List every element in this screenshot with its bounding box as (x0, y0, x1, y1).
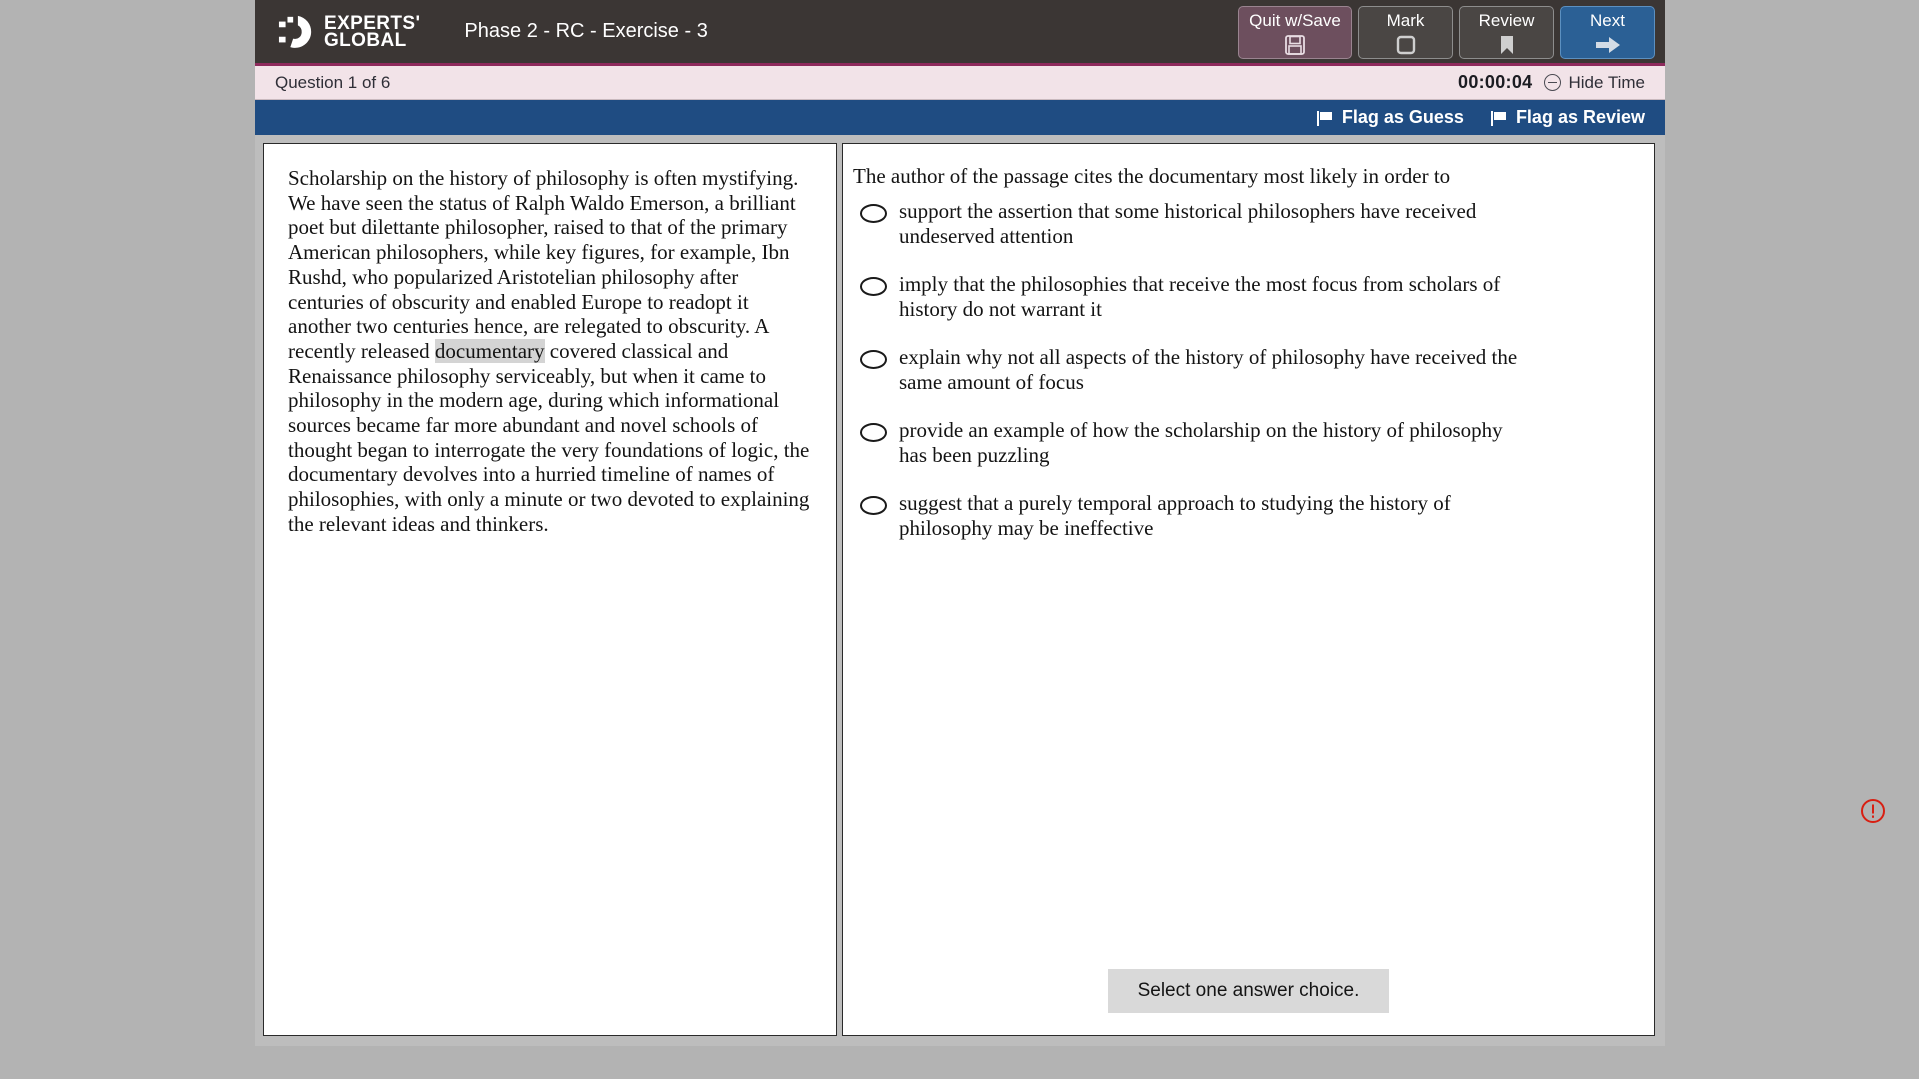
flag-icon (1490, 109, 1508, 127)
flag-as-guess-label: Flag as Guess (1341, 107, 1464, 127)
bookmark-icon (1497, 33, 1517, 57)
radio-button-1[interactable] (860, 204, 887, 223)
answer-choice-1[interactable] (851, 199, 1636, 249)
minus-circle-icon (1544, 74, 1561, 91)
quit-with-save-button[interactable] (1238, 6, 1352, 59)
flag-as-review-label: Flag as Review (1515, 107, 1645, 127)
next-button[interactable] (1560, 6, 1655, 59)
passage-highlight: documentary (434, 338, 545, 363)
content-area (255, 135, 1665, 1046)
header-button-group (1238, 6, 1655, 59)
answer-choice-2-label: imply that the philosophies that receive the most focus from scholars of history do not warrant it (899, 272, 1501, 321)
answer-choice-3[interactable] (851, 345, 1636, 395)
passage-part-2: covered classical and Renaissance philosophy serviceably, but when it came to philosophy in the modern age, during which informational sources became far more abundant and novel schools of thought began to interrogate the very foundations of logic, the documentary devolves into a hurried timeline of names of philosophies, with only a minute or two devoted to explaining the relevant ideas and thinkers. (288, 338, 810, 536)
radio-button-4[interactable] (860, 423, 887, 442)
answer-choice-list (843, 189, 1654, 541)
answer-choice-5-label: suggest that a purely temporal approach to studying the history of philosophy may be ineffective (899, 491, 1451, 540)
brand-line-1: EXPERTS' (324, 12, 421, 34)
exam-title: Phase 2 - RC - Exercise - 3 (464, 20, 708, 42)
question-counter: Question 1 of 6 (275, 72, 391, 92)
arrow-right-icon (1595, 33, 1621, 57)
brand-line-2: GLOBAL (324, 29, 407, 51)
flag-as-guess-button[interactable] (1316, 107, 1464, 128)
hide-time-button[interactable] (1544, 73, 1645, 93)
review-button[interactable] (1459, 6, 1554, 59)
answer-choice-4-label: provide an example of how the scholarship on the history of philosophy has been puzzling (899, 418, 1503, 467)
hide-time-label: Hide Time (1568, 72, 1645, 92)
answer-choice-4[interactable] (851, 418, 1636, 468)
passage-part-1: Scholarship on the history of philosophy is often mystifying. We have seen the status of Ralph Waldo Emerson, a brilliant poet but dilettante philosopher, raised to that of the primary American philosophers, while key figures, for example, Ibn Rushd, who popularized Aristotelian philosophy after centuries of obscurity and enabled Europe to readopt it another two centuries hence, are relegated to obscurity. A recently released (288, 166, 799, 363)
radio-button-5[interactable] (860, 496, 887, 515)
flag-icon (1316, 109, 1334, 127)
question-panel (842, 143, 1655, 1036)
exclamation-circle-icon[interactable] (1860, 798, 1886, 824)
question-status-bar (255, 66, 1665, 100)
answer-choice-2[interactable] (851, 272, 1636, 322)
radio-button-2[interactable] (860, 277, 887, 296)
brand-logo (277, 14, 420, 50)
flag-bar (255, 100, 1665, 135)
timer-display: 00:00:04 (1458, 72, 1533, 92)
question-stem: The author of the passage cites the documentary most likely in order to (853, 164, 1451, 188)
answer-choice-1-label: support the assertion that some historical philosophers have received undeserved attention (899, 199, 1477, 248)
exam-application (255, 0, 1665, 1046)
mark-label: Mark (1386, 10, 1425, 30)
flag-as-review-button[interactable] (1490, 107, 1645, 128)
mark-button[interactable] (1358, 6, 1453, 59)
review-label: Review (1478, 10, 1535, 30)
quit-with-save-label: Quit w/Save (1249, 10, 1341, 30)
square-icon (1395, 33, 1417, 57)
radio-button-3[interactable] (860, 350, 887, 369)
answer-choice-3-label: explain why not all aspects of the history of philosophy have received the same amount of focus (899, 345, 1518, 394)
experts-global-logo-icon (277, 14, 315, 50)
passage-text (264, 144, 836, 537)
next-label: Next (1590, 10, 1625, 30)
brand-text (324, 12, 421, 51)
floppy-disk-icon (1284, 33, 1306, 57)
app-header (255, 0, 1665, 66)
answer-choice-5[interactable] (851, 491, 1636, 541)
select-answer-note (843, 969, 1654, 1013)
select-answer-note-text: Select one answer choice. (1108, 969, 1390, 1013)
passage-panel (263, 143, 837, 1036)
